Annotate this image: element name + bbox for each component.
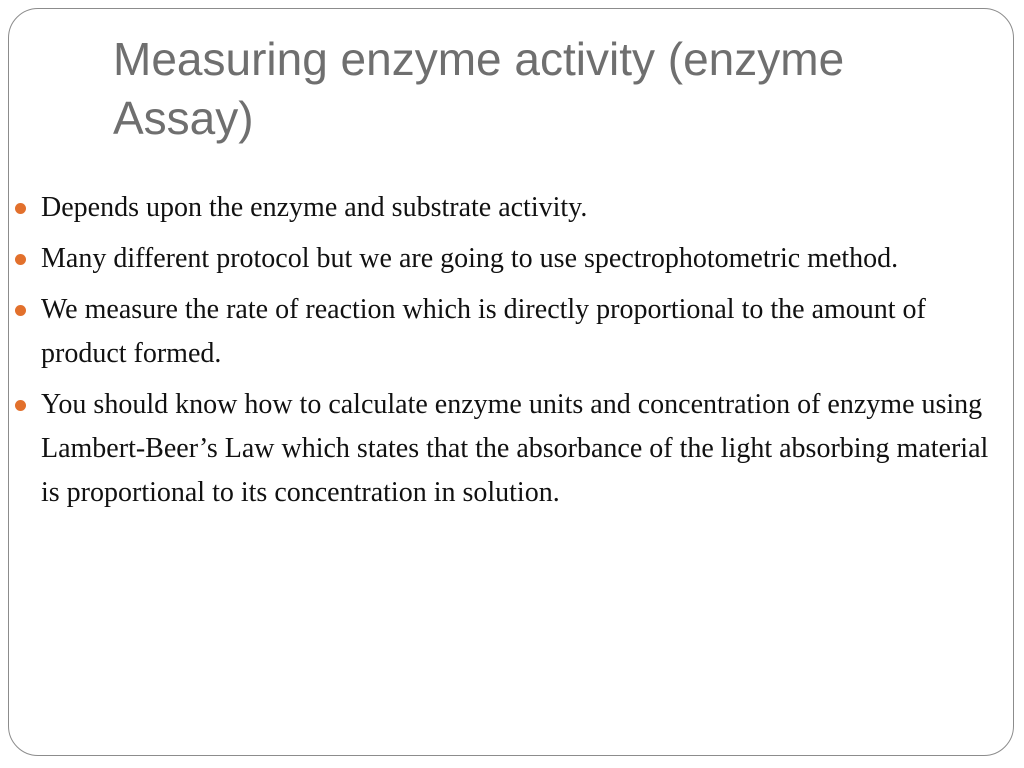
bullet-list <box>14 186 1004 522</box>
orange-dot-bullet-icon <box>15 400 26 411</box>
bullet-text: Many different protocol but we are going to use spectrophotometric method. <box>41 243 899 274</box>
bullet-text: Depends upon the enzyme and substrate activity. <box>41 192 588 223</box>
bullet-text: You should know how to calculate enzyme units and concentration of enzyme using Lambert-Beer’s Law which states that the absorbance of the light absorbing material is proportional to its concentration in solution. <box>41 389 989 508</box>
bullet-item <box>14 237 1004 281</box>
orange-dot-bullet-icon <box>15 305 26 316</box>
bullet-item <box>14 383 1004 515</box>
bullet-text: We measure the rate of reaction which is directly proportional to the amount of product formed. <box>41 294 926 369</box>
slide-title: Measuring enzyme activity (enzyme Assay) <box>113 33 845 144</box>
orange-dot-bullet-icon <box>15 254 26 265</box>
bullet-item <box>14 186 1004 230</box>
bullet-item <box>14 288 1004 376</box>
orange-dot-bullet-icon <box>15 203 26 214</box>
